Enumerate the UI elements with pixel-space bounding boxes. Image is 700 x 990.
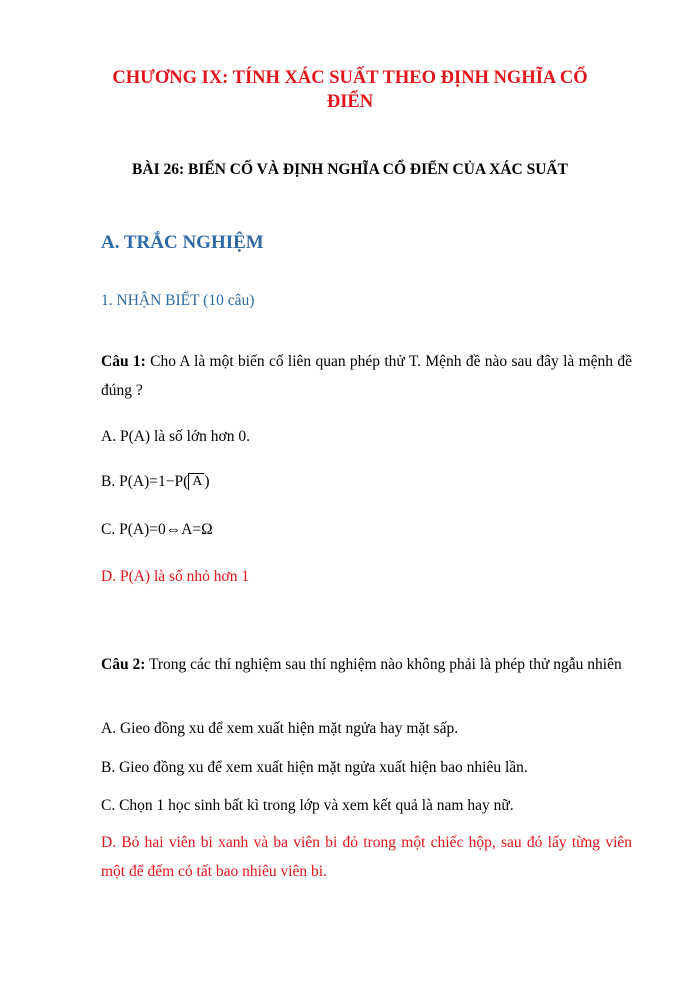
- question-text: Trong các thí nghiệm sau thí nghiệm nào không phải là phép thử ngẫu nhiên: [145, 656, 622, 673]
- option-b-prefix: B. P(A)=1−P(: [101, 473, 189, 490]
- question-label: Câu 2:: [101, 656, 146, 673]
- question-text: Cho A là một biến cố liên quan phép thử T. Mệnh đề nào sau đây là mệnh đề đúng ?: [101, 353, 632, 399]
- question-2-option-a: A. Gieo đồng xu để xem xuất hiện mặt ngửa hay mặt sấp.: [101, 720, 459, 737]
- option-b-suffix: ): [204, 473, 210, 490]
- question-2-option-b: B. Gieo đồng xu để xem xuất hiện mặt ngửa xuất hiện bao nhiêu lần.: [101, 759, 528, 776]
- question-1-option-d-answer: D. P(A) là số nhỏ hơn 1: [101, 568, 250, 585]
- chapter-title: CHƯƠNG IX: TÍNH XÁC SUẤT THEO ĐỊNH NGHĨA CỔ ĐIỂN: [112, 68, 588, 112]
- question-1-option-c: C. P(A)=0⇔A=Ω: [101, 521, 213, 538]
- complement-a-symbol: A: [188, 473, 204, 490]
- section-title: A. TRẮC NGHIỆM: [101, 232, 264, 253]
- question-1-option-b: [101, 467, 632, 496]
- question-1-option-a: A. P(A) là số lớn hơn 0.: [101, 428, 250, 445]
- question-label: Câu 1:: [101, 353, 146, 370]
- question-1: [101, 347, 632, 405]
- subsection-title: 1. NHẬN BIẾT (10 câu): [101, 292, 255, 309]
- question-2-option-d-answer: D. Bỏ hai viên bi xanh và ba viên bi đỏ trong một chiếc hộp, sau đó lấy từng viên một để đếm có tất bao nhiêu viên bi.: [101, 834, 632, 880]
- question-2: [101, 650, 632, 679]
- question-2-option-c: C. Chọn 1 học sinh bất kì trong lớp và xem kết quả là nam hay nữ.: [101, 797, 514, 814]
- lesson-title: BÀI 26: BIẾN CỐ VÀ ĐỊNH NGHĨA CỔ ĐIỂN CỦA XÁC SUẤT: [132, 161, 568, 178]
